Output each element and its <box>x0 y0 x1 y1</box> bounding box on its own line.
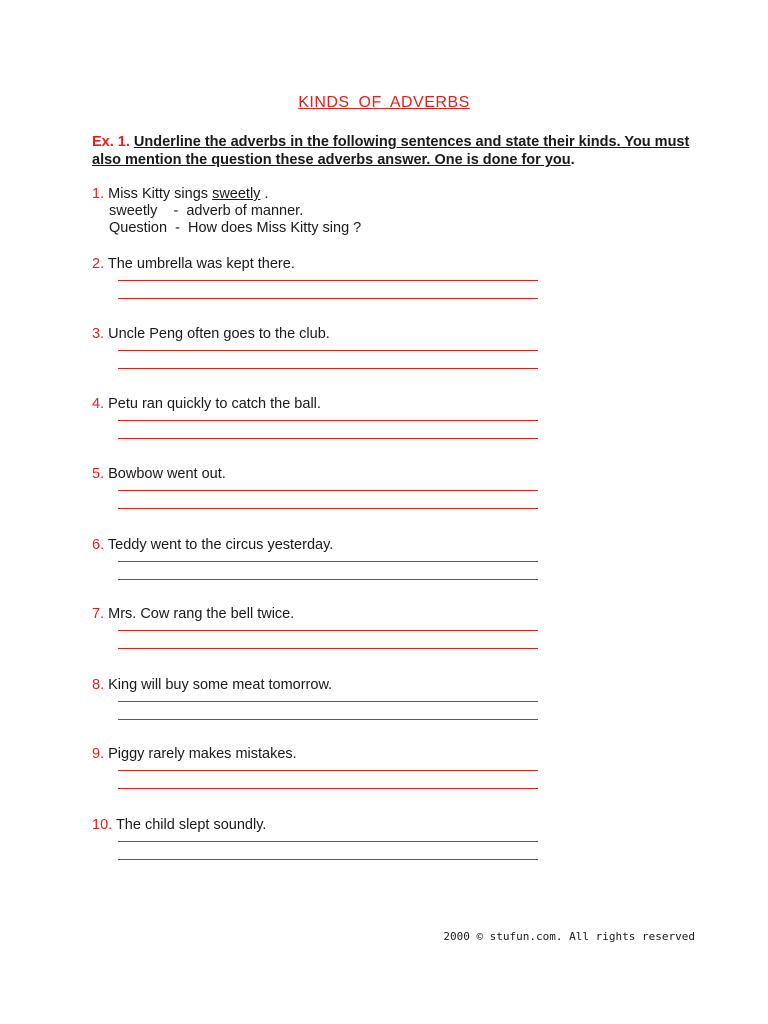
answer-line-2[interactable] <box>118 648 538 649</box>
example-sentence <box>92 186 361 203</box>
answer-line-1[interactable] <box>118 630 538 631</box>
exercise-label: Ex. 1. <box>92 134 130 150</box>
question-text <box>92 256 552 273</box>
answer-line-2[interactable] <box>118 859 538 860</box>
answer-line-1[interactable] <box>118 350 538 351</box>
answer-line-2[interactable] <box>118 438 538 439</box>
question-number: 7. <box>92 606 105 622</box>
question-sentence: The child slept soundly. <box>115 817 267 833</box>
question-number: 10. <box>92 817 113 833</box>
question-number: 2. <box>92 256 105 272</box>
answer-line-1[interactable] <box>118 280 538 281</box>
question-sentence: Teddy went to the circus yesterday. <box>107 537 334 553</box>
answer-line-1[interactable] <box>118 490 538 491</box>
question-number: 8. <box>92 677 105 693</box>
question-3 <box>92 326 552 386</box>
question-8 <box>92 677 552 737</box>
copyright-footer: 2000 © stufun.com. All rights reserved <box>443 930 695 943</box>
question-number: 5. <box>92 466 105 482</box>
example-question-line: Question - How does Miss Kitty sing ? <box>109 220 362 236</box>
question-text <box>92 746 552 763</box>
answer-line-2[interactable] <box>118 788 538 789</box>
question-sentence: Uncle Peng often goes to the club. <box>108 326 330 342</box>
question-text <box>92 537 552 554</box>
question-number: 9. <box>92 746 105 762</box>
question-10 <box>92 817 552 877</box>
question-sentence: Mrs. Cow rang the bell twice. <box>108 606 295 622</box>
question-sentence: King will buy some meat tomorrow. <box>108 677 333 693</box>
example-number: 1. <box>92 186 105 202</box>
instruction <box>92 133 704 169</box>
question-text <box>92 677 552 694</box>
answer-line-1[interactable] <box>118 561 538 562</box>
question-text <box>92 606 552 623</box>
question-text <box>92 396 552 413</box>
answer-line-2[interactable] <box>118 298 538 299</box>
answer-line-1[interactable] <box>118 701 538 702</box>
example-sentence-end: . <box>260 186 269 202</box>
question-sentence: Bowbow went out. <box>108 466 226 482</box>
page-title: KINDS OF ADVERBS <box>298 94 470 111</box>
question-4 <box>92 396 552 456</box>
worked-example <box>92 186 361 237</box>
question-number: 4. <box>92 396 105 412</box>
question-number: 6. <box>92 537 105 553</box>
instruction-period: . <box>570 152 575 168</box>
instruction-text: Underline the adverbs in the following sentences and state their kinds. You must also mention the question these adverbs answer. One is done for you <box>92 134 690 168</box>
question-9 <box>92 746 552 806</box>
answer-line-2[interactable] <box>118 579 538 580</box>
example-sentence-start: Miss Kitty sings <box>108 186 213 202</box>
example-adverb: sweetly <box>212 186 261 202</box>
example-kind-line: sweetly - adverb of manner. <box>109 203 304 219</box>
answer-line-2[interactable] <box>118 508 538 509</box>
question-number: 3. <box>92 326 105 342</box>
answer-line-1[interactable] <box>118 841 538 842</box>
question-sentence: The umbrella was kept there. <box>107 256 295 272</box>
question-6 <box>92 537 552 597</box>
question-text <box>92 817 552 834</box>
question-text <box>92 466 552 483</box>
answer-line-2[interactable] <box>118 719 538 720</box>
answer-line-1[interactable] <box>118 770 538 771</box>
question-text <box>92 326 552 343</box>
answer-line-1[interactable] <box>118 420 538 421</box>
answer-line-2[interactable] <box>118 368 538 369</box>
question-sentence: Petu ran quickly to catch the ball. <box>108 396 321 412</box>
question-7 <box>92 606 552 666</box>
question-2 <box>92 256 552 316</box>
question-sentence: Piggy rarely makes mistakes. <box>108 746 297 762</box>
question-5 <box>92 466 552 526</box>
